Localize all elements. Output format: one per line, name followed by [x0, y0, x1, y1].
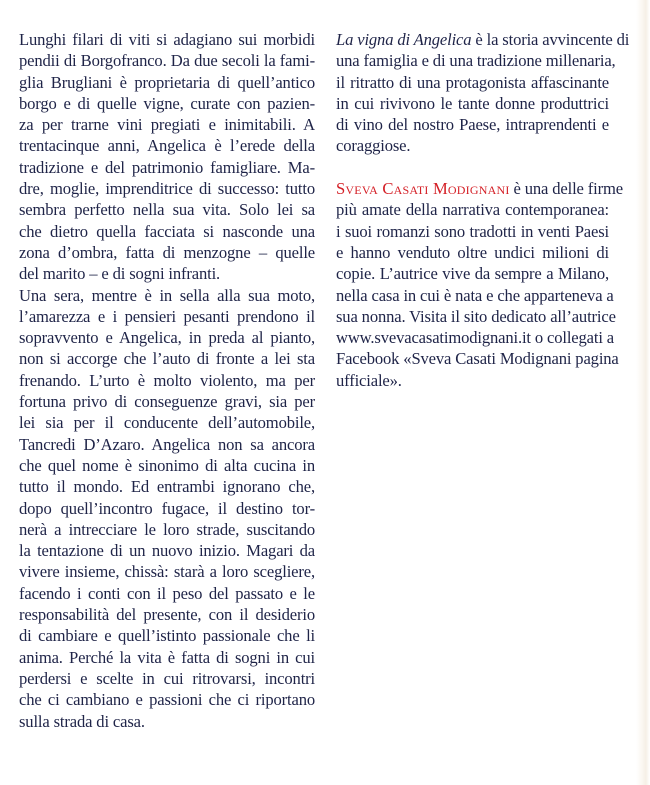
summary-line: Una sera, mentre è in sella alla sua moto,: [19, 285, 315, 305]
summary-line: vivere insieme, chissà: starà a loro scegliere,: [19, 562, 315, 582]
summary-line: perdersi e scelte in cui ritrovarsi, incontri: [19, 668, 315, 688]
summary-line: frenando. L’urto è molto violento, ma per: [19, 370, 315, 390]
summary-line: che quel nome è sinonimo di alta cucina in: [19, 455, 315, 475]
summary-line: del marito – e di sogni infranti.: [19, 264, 221, 284]
summary-line: non si accorge che l’auto di fronte a lei sta: [19, 349, 315, 369]
author-bio-text: è una delle firme: [509, 179, 623, 199]
synopsis-line: il ritratto di una protagonista affascinante: [336, 72, 609, 92]
author-bio-line: sua nonna. Visita il sito dedicato all’autrice: [336, 306, 616, 326]
summary-line: dopo quell’incontro fugace, il destino tor-: [19, 498, 315, 518]
summary-line: za per trarne vini pregiati e inimitabili. A: [19, 115, 315, 135]
summary-line: Lunghi filari di viti si adagiano sui morbidi: [19, 30, 315, 49]
summary-line: lei sia per il conducente dell’automobile,: [19, 413, 315, 433]
synopsis-line: una famiglia e di una tradizione millenaria,: [336, 51, 616, 71]
summary-line: trentacinque anni, Angelica è l’erede della: [19, 136, 315, 156]
synopsis-first-line: [336, 29, 630, 50]
author-bio-line: i suoi romanzi sono tradotti in venti Paesi: [336, 221, 609, 241]
summary-line: che dietro quella facciata si nasconde una: [19, 221, 315, 241]
page-edge-shadow: [636, 0, 650, 785]
synopsis-paragraph: [336, 29, 630, 157]
author-bio-line: nella casa in cui è nata e che apparteneva a: [336, 285, 614, 305]
author-name: Sveva Casati Modignani: [336, 179, 510, 199]
summary-line: facendo i conti con il peso del passato e le: [19, 583, 315, 603]
author-bio-line: e hanno venduto oltre undici milioni di: [336, 242, 609, 262]
book-title: La vigna di Angelica: [336, 30, 472, 49]
summary-line: Tancredi D’Azaro. Angelica non sa ancora: [19, 434, 315, 454]
author-website-line: www.svevacasatimodignani.it o collegati a: [336, 328, 615, 348]
summary-line: l’amarezza e i pensieri pesanti prendono il: [19, 306, 315, 326]
summary-line: che ci cambiano e passioni che ci riportano: [19, 690, 315, 710]
summary-line: anima. Perché la vita è fatta di sogni in cui: [19, 647, 315, 667]
author-bio-line: copie. L’autrice vive da sempre a Milano,: [336, 264, 609, 284]
author-bio-paragraph: [336, 178, 623, 391]
paragraph-gap: [336, 157, 609, 178]
summary-line: fortuna privo di conseguenze gravi, sia per: [19, 392, 315, 412]
summary-line: nerà a intrecciare le loro strade, suscitando: [19, 519, 315, 539]
synopsis-line: in cui rivivono le tante donne produttrici: [336, 93, 609, 113]
synopsis-text: è la storia avvincente di: [471, 30, 630, 49]
summary-line: la tentazione di un nuovo inizio. Magari da: [19, 541, 315, 561]
synopsis-line: coraggiose.: [336, 136, 411, 156]
summary-line: responsabilità del presente, con il desiderio: [19, 605, 315, 625]
author-bio-line: ufficiale».: [336, 370, 402, 390]
summary-line: sembra perfetto nella sua vita. Solo lei sa: [19, 200, 315, 220]
plot-summary-column: [19, 29, 315, 732]
summary-line: sulla strada di casa.: [19, 711, 145, 731]
summary-line: pendii di Borgofranco. Da due secoli la fami-: [19, 51, 315, 71]
summary-line: sopravvento e Angelica, in preda al pianto,: [19, 328, 315, 348]
synopsis-and-author-column: [336, 29, 630, 391]
author-facebook-line: Facebook «Sveva Casati Modignani pagina: [336, 349, 619, 369]
author-bio-first-line: [336, 178, 623, 199]
summary-line: glia Brugliani è proprietaria di quell’antico: [19, 72, 315, 92]
author-bio-line: più amate della narrativa contemporanea:: [336, 200, 609, 220]
summary-line: di cambiare e quell’istinto passionale che li: [19, 626, 315, 646]
summary-line: zona d’ombra, fatta di menzogne – quelle: [19, 242, 315, 262]
summary-line: tutto il mondo. Ed entrambi ignorano che,: [19, 477, 315, 497]
summary-line: dre, moglie, imprenditrice di successo: tutto: [19, 179, 315, 199]
synopsis-line: di vino del nostro Paese, intraprendenti e: [336, 115, 609, 135]
summary-line: tradizione e del patrimonio famigliare. Ma-: [19, 157, 315, 177]
summary-line: borgo e di quelle vigne, curate con pazien-: [19, 93, 315, 113]
